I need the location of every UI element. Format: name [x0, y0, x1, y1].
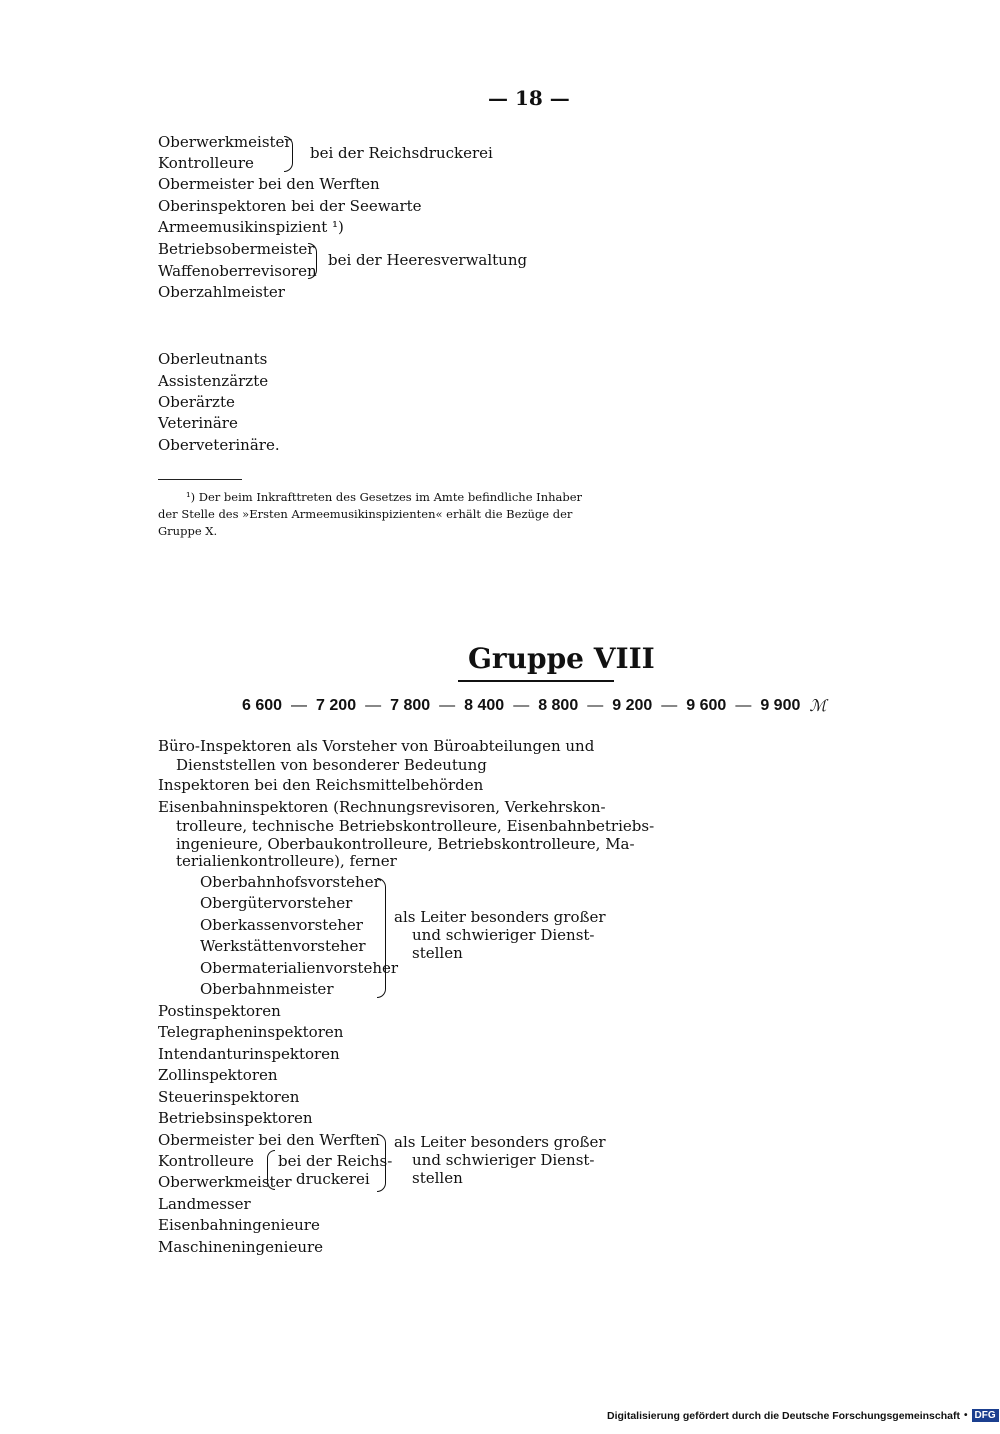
- brace-label-reichs: druckerei: [296, 1170, 370, 1188]
- list-item: Eisenbahningenieure: [158, 1216, 320, 1234]
- right-brace: [308, 243, 317, 279]
- salary-step: 7 200: [316, 696, 357, 714]
- list-item: Maschineningenieure: [158, 1238, 324, 1256]
- list-item: Oberinspektoren bei der Seewarte: [158, 197, 422, 215]
- list-item: Postinspektoren: [158, 1002, 281, 1020]
- list-item: Steuerinspektoren: [158, 1088, 300, 1106]
- bullet-separator: •: [963, 1410, 968, 1421]
- list-item: Inspektoren bei den Reichsmittelbehörden: [158, 776, 484, 794]
- list-item: trolleure, technische Betriebskontrolleure, Eisenbahnbetriebs-: [176, 817, 655, 835]
- page-number: — 18 —: [488, 86, 570, 110]
- brace-note: als Leiter besonders großer: [394, 908, 606, 926]
- list-item: Obergütervorsteher: [200, 894, 353, 912]
- salary-step: 8 400: [464, 696, 505, 714]
- list-item: Betriebsobermeister: [158, 240, 315, 258]
- salary-step: 9 200: [612, 696, 653, 714]
- list-item: Armeemusikinspizient ¹): [158, 218, 344, 236]
- list-item: Obermeister bei den Werften: [158, 1131, 380, 1149]
- dash-separator: —: [513, 696, 530, 714]
- brace-label-heeresverwaltung: bei der Heeresverwaltung: [328, 251, 528, 269]
- salary-scale: [242, 696, 826, 715]
- list-item: ingenieure, Oberbaukontrolleure, Betriebskontrolleure, Ma-: [176, 835, 635, 853]
- list-item: Telegrapheninspektoren: [158, 1023, 344, 1041]
- list-item: Obermaterialienvorsteher: [200, 959, 399, 977]
- salary-step: 6 600: [242, 696, 283, 714]
- salary-step: 9 900: [760, 696, 801, 714]
- list-item: Oberleutnants: [158, 350, 268, 368]
- credit-text: Digitalisierung gefördert durch die Deutsche Forschungsgemeinschaft: [607, 1409, 960, 1422]
- list-item: Oberärzte: [158, 393, 235, 411]
- list-item: Oberwerkmeister: [158, 1173, 292, 1191]
- group-title-underline: [458, 680, 614, 682]
- list-item: Waffenoberrevisoren: [158, 262, 317, 280]
- salary-step: 7 800: [390, 696, 431, 714]
- brace-note: stellen: [412, 1169, 463, 1187]
- dash-separator: —: [439, 696, 456, 714]
- right-brace: [377, 1134, 386, 1192]
- currency-symbol: ℳ: [809, 696, 827, 715]
- list-item: Landmesser: [158, 1195, 251, 1213]
- list-item: Oberwerkmeister: [158, 133, 292, 151]
- brace-note: und schwieriger Dienst-: [412, 926, 595, 944]
- list-item: Betriebsinspektoren: [158, 1109, 313, 1127]
- dfg-logo: DFG: [972, 1409, 999, 1422]
- list-item: Büro-Inspektoren als Vorsteher von Büroabteilungen und: [158, 737, 595, 755]
- list-item: Oberbahnhofsvorsteher: [200, 873, 381, 891]
- right-brace: [377, 878, 386, 998]
- list-item: Dienststellen von besonderer Bedeutung: [176, 756, 487, 774]
- brace-label-reichs: bei der Reichs-: [278, 1152, 393, 1170]
- list-item: Oberkassenvorsteher: [200, 916, 363, 934]
- footer-credit: [607, 1409, 999, 1422]
- dash-separator: —: [365, 696, 382, 714]
- list-item: Eisenbahninspektoren (Rechnungsrevisoren, Verkehrskon-: [158, 798, 606, 816]
- brace-note: und schwieriger Dienst-: [412, 1151, 595, 1169]
- footnote-rule: [158, 479, 242, 480]
- list-item: Obermeister bei den Werften: [158, 175, 380, 193]
- brace-note: stellen: [412, 944, 463, 962]
- list-item: Kontrolleure: [158, 154, 254, 172]
- dash-separator: —: [587, 696, 604, 714]
- list-item: Oberveterinäre.: [158, 436, 280, 454]
- list-item: Zollinspektoren: [158, 1066, 278, 1084]
- list-item: terialienkontrolleure), ferner: [176, 852, 397, 870]
- salary-step: 8 800: [538, 696, 579, 714]
- footnote-line: Gruppe X.: [158, 524, 218, 538]
- salary-step: 9 600: [686, 696, 727, 714]
- list-item: Oberbahnmeister: [200, 980, 334, 998]
- brace-label-reichsdruckerei: bei der Reichsdruckerei: [310, 144, 493, 162]
- list-item: Werkstättenvorsteher: [200, 937, 366, 955]
- right-brace: [284, 136, 293, 172]
- left-brace: [267, 1150, 275, 1190]
- dash-separator: —: [735, 696, 752, 714]
- group-title: Gruppe VIII: [468, 642, 655, 675]
- dash-separator: —: [291, 696, 308, 714]
- footnote-line: ¹) Der beim Inkrafttreten des Gesetzes im Amte befindliche Inhaber: [186, 490, 583, 504]
- brace-note: als Leiter besonders großer: [394, 1133, 606, 1151]
- footnote-line: der Stelle des »Ersten Armeemusikinspizienten« erhält die Bezüge der: [158, 507, 573, 521]
- list-item: Oberzahlmeister: [158, 283, 285, 301]
- list-item: Intendanturinspektoren: [158, 1045, 340, 1063]
- list-item: Assistenzärzte: [158, 372, 269, 390]
- dash-separator: —: [661, 696, 678, 714]
- list-item: Veterinäre: [158, 414, 238, 432]
- list-item: Kontrolleure: [158, 1152, 254, 1170]
